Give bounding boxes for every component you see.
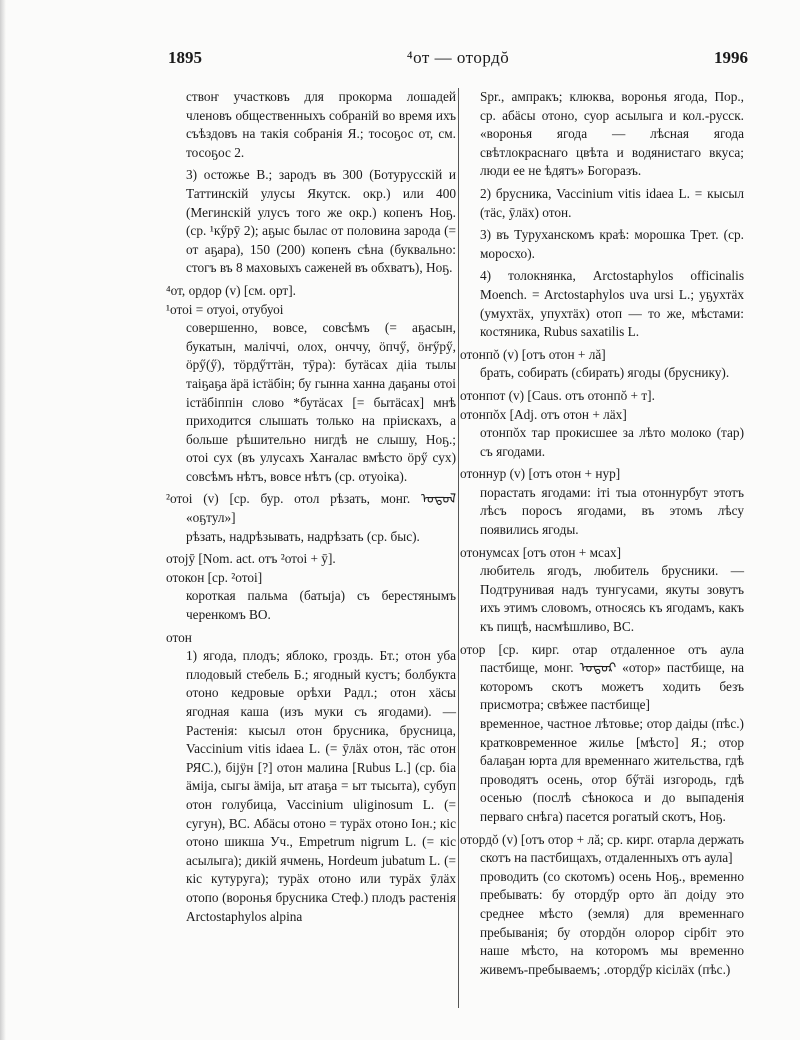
entry-headword: отордŏ (v) [отъ отор + лă; ср. кирг. отарла держать скотъ на пастбищахъ, отдаленныхъ отъ аула] [460,831,744,866]
left-column [166,88,456,930]
entry-text: порастать ягодами: іті тыа отоннурбут этотъ лѣсъ поросъ ягодами, въ этомъ лѣсу появились ягоды. [480,484,744,538]
entry-text: совершенно, вовсе, совсѣмъ (= аҕасын, букатын, маліччі, олох, онччу, ӧпчӳ, ӧҥӳрӳ, ӧрӳ(ӳ), тӧрдӳттӓн, тӯра): бутӓсах дііа тылы таіҕаҕа ӓрӓ істӓбін; бу гынна ханна даҕаны отоі істӓбіппін слово *бутӓсах [= бытӓсах] мнѣ приходится слышать только на пріискахъ, а больше рѣшительно нигдѣ не слышу, Ноҕ.; отоі сух (въ улусахъ Хаҥалас вмѣсто ӧрӳ сух) совсѣмъ нѣтъ, вовсе нѣтъ (ср. отуоіка). [186,320,456,484]
entry-headword: отонпŏ (v) [отъ отон + лă] [460,346,606,362]
entry-text: временное, частное лѣтовье; отор даіды (пѣс.) кратковременное жилье [мѣсто] Я.; отор балаҕан юрта для временнаго жительства, гдѣ проводятъ осень, отор бӳтӓі изгородь, гдѣ осенью (послѣ сѣнокоса и до выпаденія перваго снѣга) пасется рогатый скотъ, Ноҕ. [480,716,744,824]
entry-text: любитель ягодъ, любитель брусники. — Подтрунивая надъ тунгусами, якуты зовутъ ихъ этимъ словомъ, относясь къ ягодамъ, какъ къ пищѣ, насмѣшливо, ВС. [480,563,744,635]
right-column [460,88,744,983]
entry-headword: отоннур (v) [отъ отон + нур] [460,466,621,482]
entry-headword: отор [ср. кирг. отар отдаленное отъ аула пастбище, монг. ᠣᠲᠣᠷ «отор» пастбище, на которомъ скотъ можетъ ходить безъ присмотра; свѣжее пастбище] [460,641,744,713]
entry-headword: ⁴от, ордор (v) [см. орт]. [166,282,296,298]
entry-text: рѣзать, надрѣзывать, надрѣзать (ср. быс). [186,528,420,544]
entry-text: 1) ягода, плодъ; яблоко, гроздь. Бт.; отон уба плодовый стебель Б.; ягодный кустъ; болбукта отоно кедровые орѣхи Радл.; отон хӓсы ягодная каша (изъ муки съ ягодами). — Растенія: кысыл отон брусника, брусница, Vaccinium vitis idaea L. (= ӯлӓх отон, тӓс отон РЯС.), біјӱн [?] отон малина [Rubus L.] (ср. біа ӓміја, сыгы ӓміја, ыт атаҕа = ыт тысыта), субуп отон голубица, Vaccinium uliginosum L. (= сугун), ВС. Абӓсы отоно = турӓх отоно Іон.; кіс отоно шикша Уч., Empetrum nigrum L. (= кіс асылыга); дикій ячмень, Hordeum jubatum L. (= кіс кутуруга); турӓх отоно или турӓх ӯлӓх отопо (воронья брусника Стеф.) плодъ растенія Arctostaphylos alpina [186,648,456,924]
running-title: ⁴от — отордŏ [406,48,510,67]
entry-headword: ¹отоі = отуоі, отубуоі [166,301,284,317]
entry-text: 4) толокнянка, Arctostaphylos officinalis Moench. = Arctostaphylos uva ursi L.; уҕухтӓх (умухтӓх, упухтӓх) отоп — то же, мѣстами: костяника, Rubus saxatilis L. [480,268,744,340]
entry-headword: отонпот (v) [Caus. отъ отонпŏ + т]. [460,387,655,403]
page-number-right: 1996 [714,48,748,67]
entry-headword: отокон [ср. ²отоі] [166,569,263,585]
entry-headword: ²отоі (v) [ср. бур. отол рѣзать, монг. ᠣᠲᠣᠯ «оҕтул»] [166,491,456,526]
entry-text: 2) брусника, Vaccinium vitis idaea L. = кысыл (тӓс, ӯлӓх) отон. [480,185,744,220]
entry-text: ствоҥ участковъ для прокорма лошадей членовъ общественныхъ собраній во время ихъ съѣздовъ на такія собранія Я.; тосоҕос от, см. тосоҕос 2. [186,89,456,160]
entry-text: 3) остожье В.; зародъ въ 300 (Ботурусскій и Таттинскій улусы Якутск. окр.) или 400 (Мегинскій улусъ того же окр.) копенъ Ноҕ. (ср. ¹кӳрӯ 2); аҕыс былас от половина зарода (= от аҕара), 150 (200) копенъ сѣна (буквально: стогъ въ 8 маховыхъ саженей въ обхватъ), Ноҕ. [186,167,456,276]
entry-text: 3) въ Туруханскомъ краѣ: морошка Трет. (ср. моросхо). [480,227,744,261]
entry-headword: отонпŏх [Adj. отъ отон + лӓх] [460,406,627,422]
scan-edge-shadow [0,0,6,1040]
entry-text: брать, собирать (сбирать) ягоды (бруснику). [480,365,730,381]
entry-text: отонпŏх тар прокисшее за лѣто молоко (тар) съ ягодами. [480,425,744,459]
page-number-left: 1895 [168,48,202,67]
entry-headword: отонумсах [отъ отон + мсах] [460,544,622,560]
entry-headword: отон [166,629,192,645]
column-divider [458,88,459,1008]
page-header [168,48,748,74]
entry-text: проводить (со скотомъ) осень Ноҕ., временно пребывать: бу отордӳр орто ӓп доіду это среднее мѣсто (земля) для временнаго пребыванія; бу отордŏн олорор сірбіт это наше мѣсто, на которомъ мы временно живемъ-пребываемъ; .отордӳр кісілӓх (пѣс.) [480,868,744,977]
entry-text: Spr., ампракъ; клюква, воронья ягода, Пор., ср. абӓсы отоно, суор асылыга и кол.-русск. «воронья ягода — лѣсная ягода свѣтлокраснаго цвѣта и водянистаго вкуса; люди ее не ѣдятъ» Богоразъ. [480,89,744,179]
entry-headword: отојӯ [Nom. act. отъ ²отоі + ӯ]. [166,551,336,567]
entry-text: короткая пальма (батыја) съ берестянымъ черенкомъ ВО. [186,588,456,623]
